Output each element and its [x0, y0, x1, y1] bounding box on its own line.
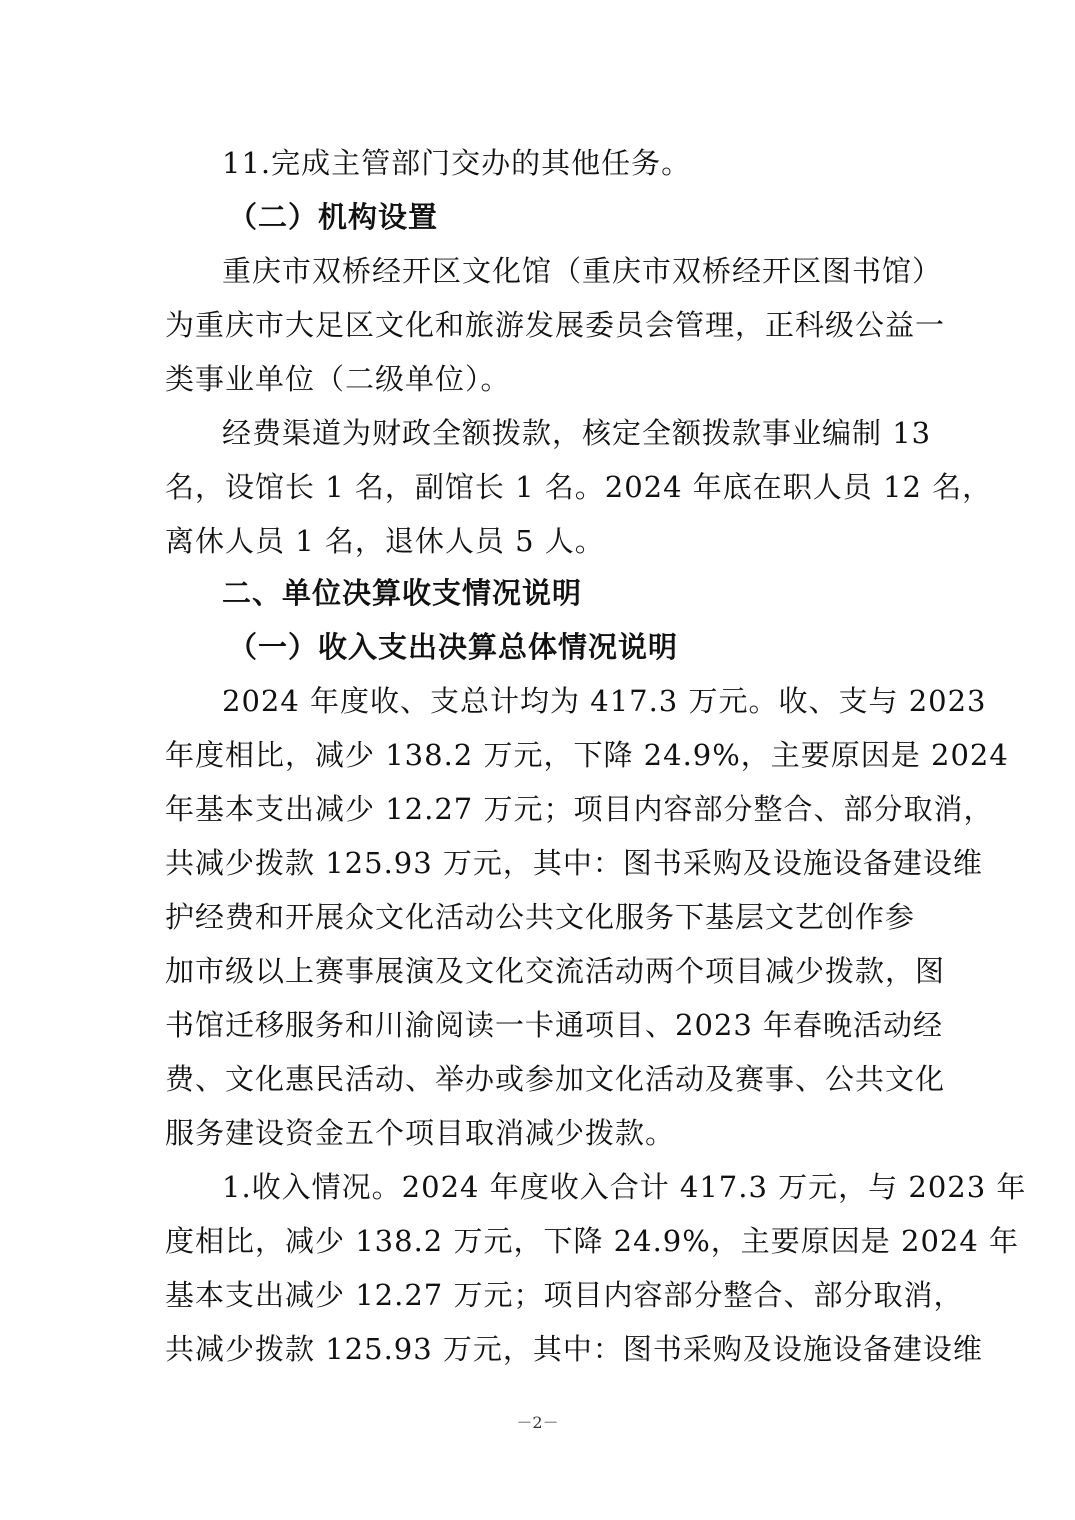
paragraph-line: 重庆市双桥经开区文化馆（重庆市双桥经开区图书馆） — [222, 254, 943, 288]
page-number: －2－ — [516, 1413, 559, 1432]
paragraph-line: 2024 年度收、支总计均为 417.3 万元。收、支与 2023 — [222, 684, 987, 718]
paragraph-line: 1.收入情况。2024 年度收入合计 417.3 万元，与 2023 年 — [222, 1170, 1027, 1204]
paragraph-line: 离休人员 1 名，退休人员 5 人。 — [165, 524, 605, 558]
paragraph-line: 类事业单位（二级单位）。 — [165, 362, 511, 396]
paragraph-line: 护经费和开展众文化活动公共文化服务下基层文艺创作参 — [165, 900, 916, 934]
chapter-heading: 二、单位决算收支情况说明 — [222, 576, 583, 610]
paragraph-line: 加市级以上赛事展演及文化交流活动两个项目减少拨款，图 — [165, 954, 946, 988]
paragraph-line: 名，设馆长 1 名，副馆长 1 名。2024 年底在职人员 12 名， — [165, 470, 993, 504]
paragraph-line: 共减少拨款 125.93 万元，其中：图书采购及设施设备建设维 — [165, 1332, 983, 1366]
paragraph-line: 年度相比，减少 138.2 万元，下降 24.9%，主要原因是 2024 — [165, 738, 1009, 772]
paragraph-line: 费、文化惠民活动、举办或参加文化活动及赛事、公共文化 — [165, 1062, 946, 1096]
paragraph-line: 11.完成主管部门交办的其他任务。 — [222, 146, 692, 180]
paragraph-line: 为重庆市大足区文化和旅游发展委员会管理，正科级公益一 — [165, 308, 946, 342]
paragraph-line: 基本支出减少 12.27 万元；项目内容部分整合、部分取消， — [165, 1278, 964, 1312]
section-heading: （一）收入支出决算总体情况说明 — [228, 630, 679, 664]
section-heading: （二）机构设置 — [228, 200, 439, 234]
paragraph-line: 共减少拨款 125.93 万元，其中：图书采购及设施设备建设维 — [165, 846, 983, 880]
paragraph-line: 服务建设资金五个项目取消减少拨款。 — [165, 1116, 676, 1150]
paragraph-line: 书馆迁移服务和川渝阅读一卡通项目、2023 年春晚活动经 — [165, 1008, 944, 1042]
paragraph-line: 经费渠道为财政全额拨款，核定全额拨款事业编制 13 — [222, 416, 932, 450]
paragraph-line: 度相比，减少 138.2 万元，下降 24.9%，主要原因是 2024 年 — [165, 1224, 1020, 1258]
paragraph-line: 年基本支出减少 12.27 万元；项目内容部分整合、部分取消， — [165, 792, 994, 826]
